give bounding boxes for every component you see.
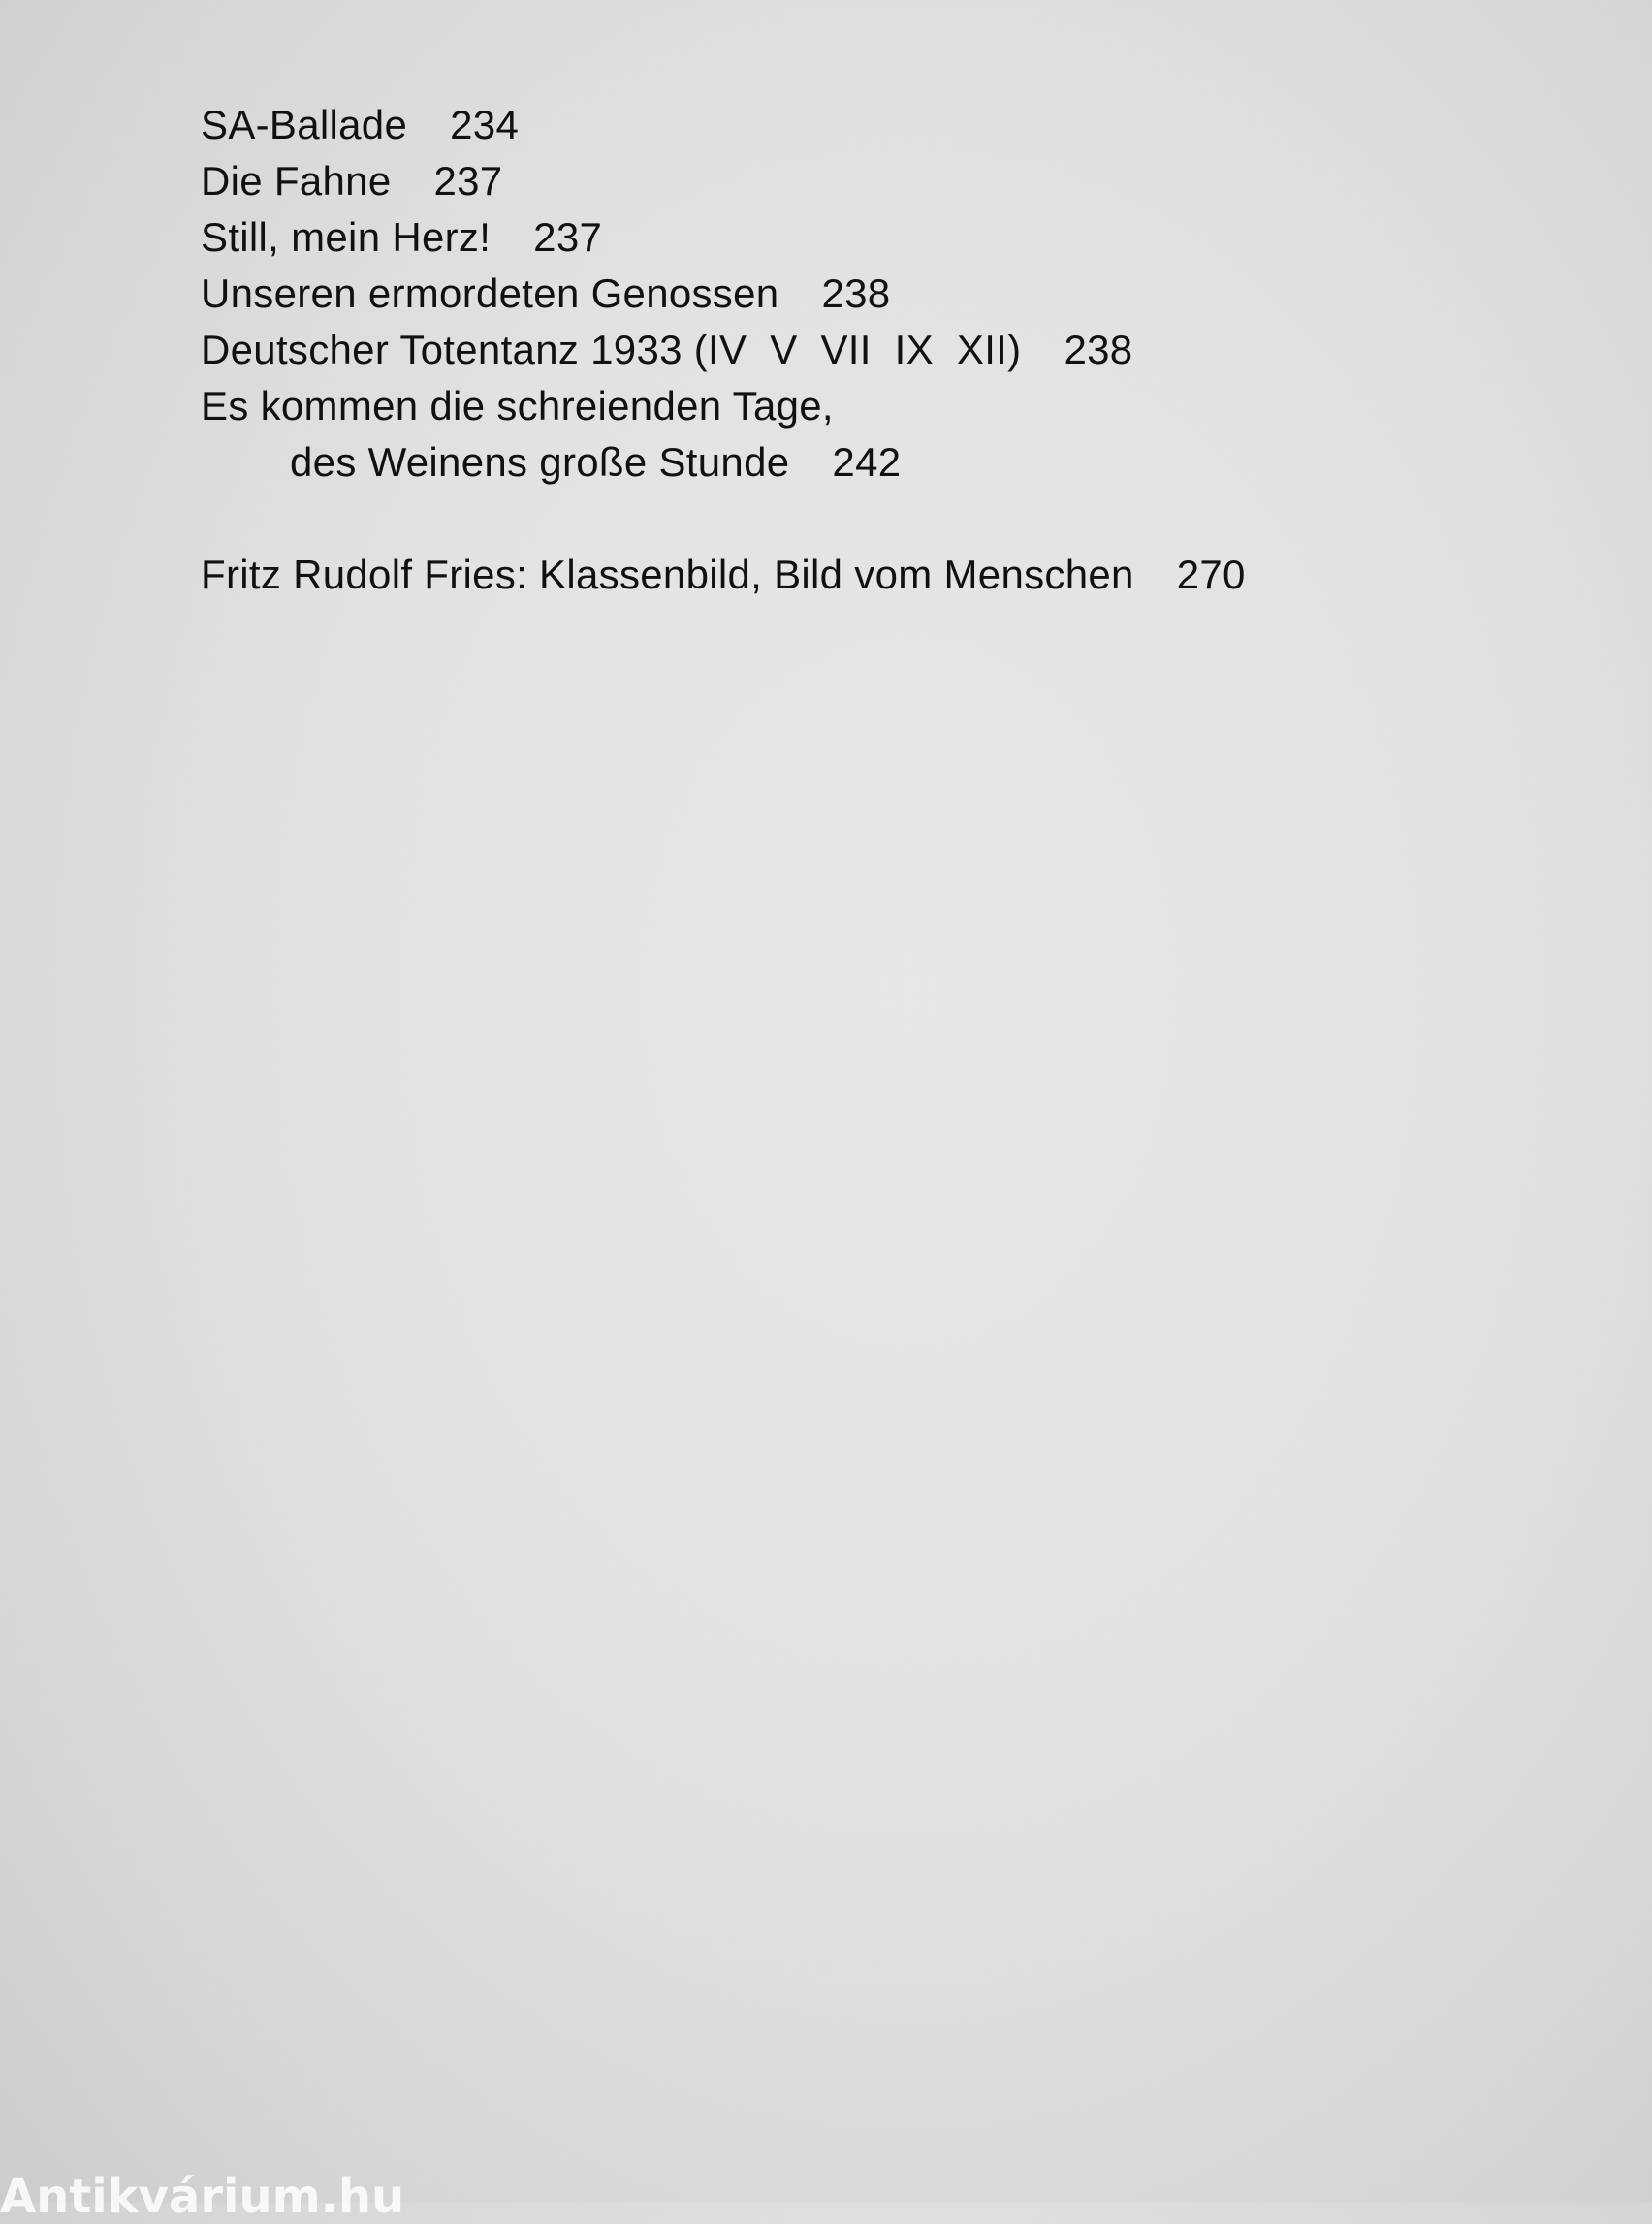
toc-entry-title: Die Fahne (201, 158, 392, 204)
spacer (201, 491, 1461, 547)
watermark: Antikvárium.hu (0, 2170, 405, 2224)
toc-entry-page: 242 (832, 439, 902, 485)
toc-entry-title-continuation: des Weinens große Stunde (290, 439, 790, 485)
toc-entry-title: SA-Ballade (201, 102, 408, 147)
toc-entry (201, 547, 1461, 603)
toc-entry-title: Unseren ermordeten Genossen (201, 270, 779, 316)
toc-entry (201, 266, 1461, 322)
toc-entry (201, 153, 1461, 209)
toc-entry-page: 238 (1064, 327, 1133, 372)
toc-entry-page: 270 (1176, 552, 1246, 597)
toc-entry-page: 237 (433, 158, 503, 204)
toc-entry-title: Fritz Rudolf Fries: Klassenbild, Bild vom Menschen (201, 552, 1134, 597)
toc-entry-title: Deutscher Totentanz 1933 (IV V VII IX XII) (201, 327, 1022, 372)
toc-entry (201, 322, 1461, 378)
table-of-contents (201, 97, 1461, 603)
toc-entry (201, 378, 1461, 491)
toc-entry-title: Es kommen die schreienden Tage, (201, 383, 834, 429)
toc-entry-page: 234 (450, 102, 520, 147)
toc-entry (201, 97, 1461, 153)
toc-entry-page: 238 (821, 270, 891, 316)
toc-entry (201, 209, 1461, 266)
toc-entry-title: Still, mein Herz! (201, 214, 492, 260)
toc-entry-continuation (201, 434, 1461, 491)
toc-entry-page: 237 (533, 214, 603, 260)
